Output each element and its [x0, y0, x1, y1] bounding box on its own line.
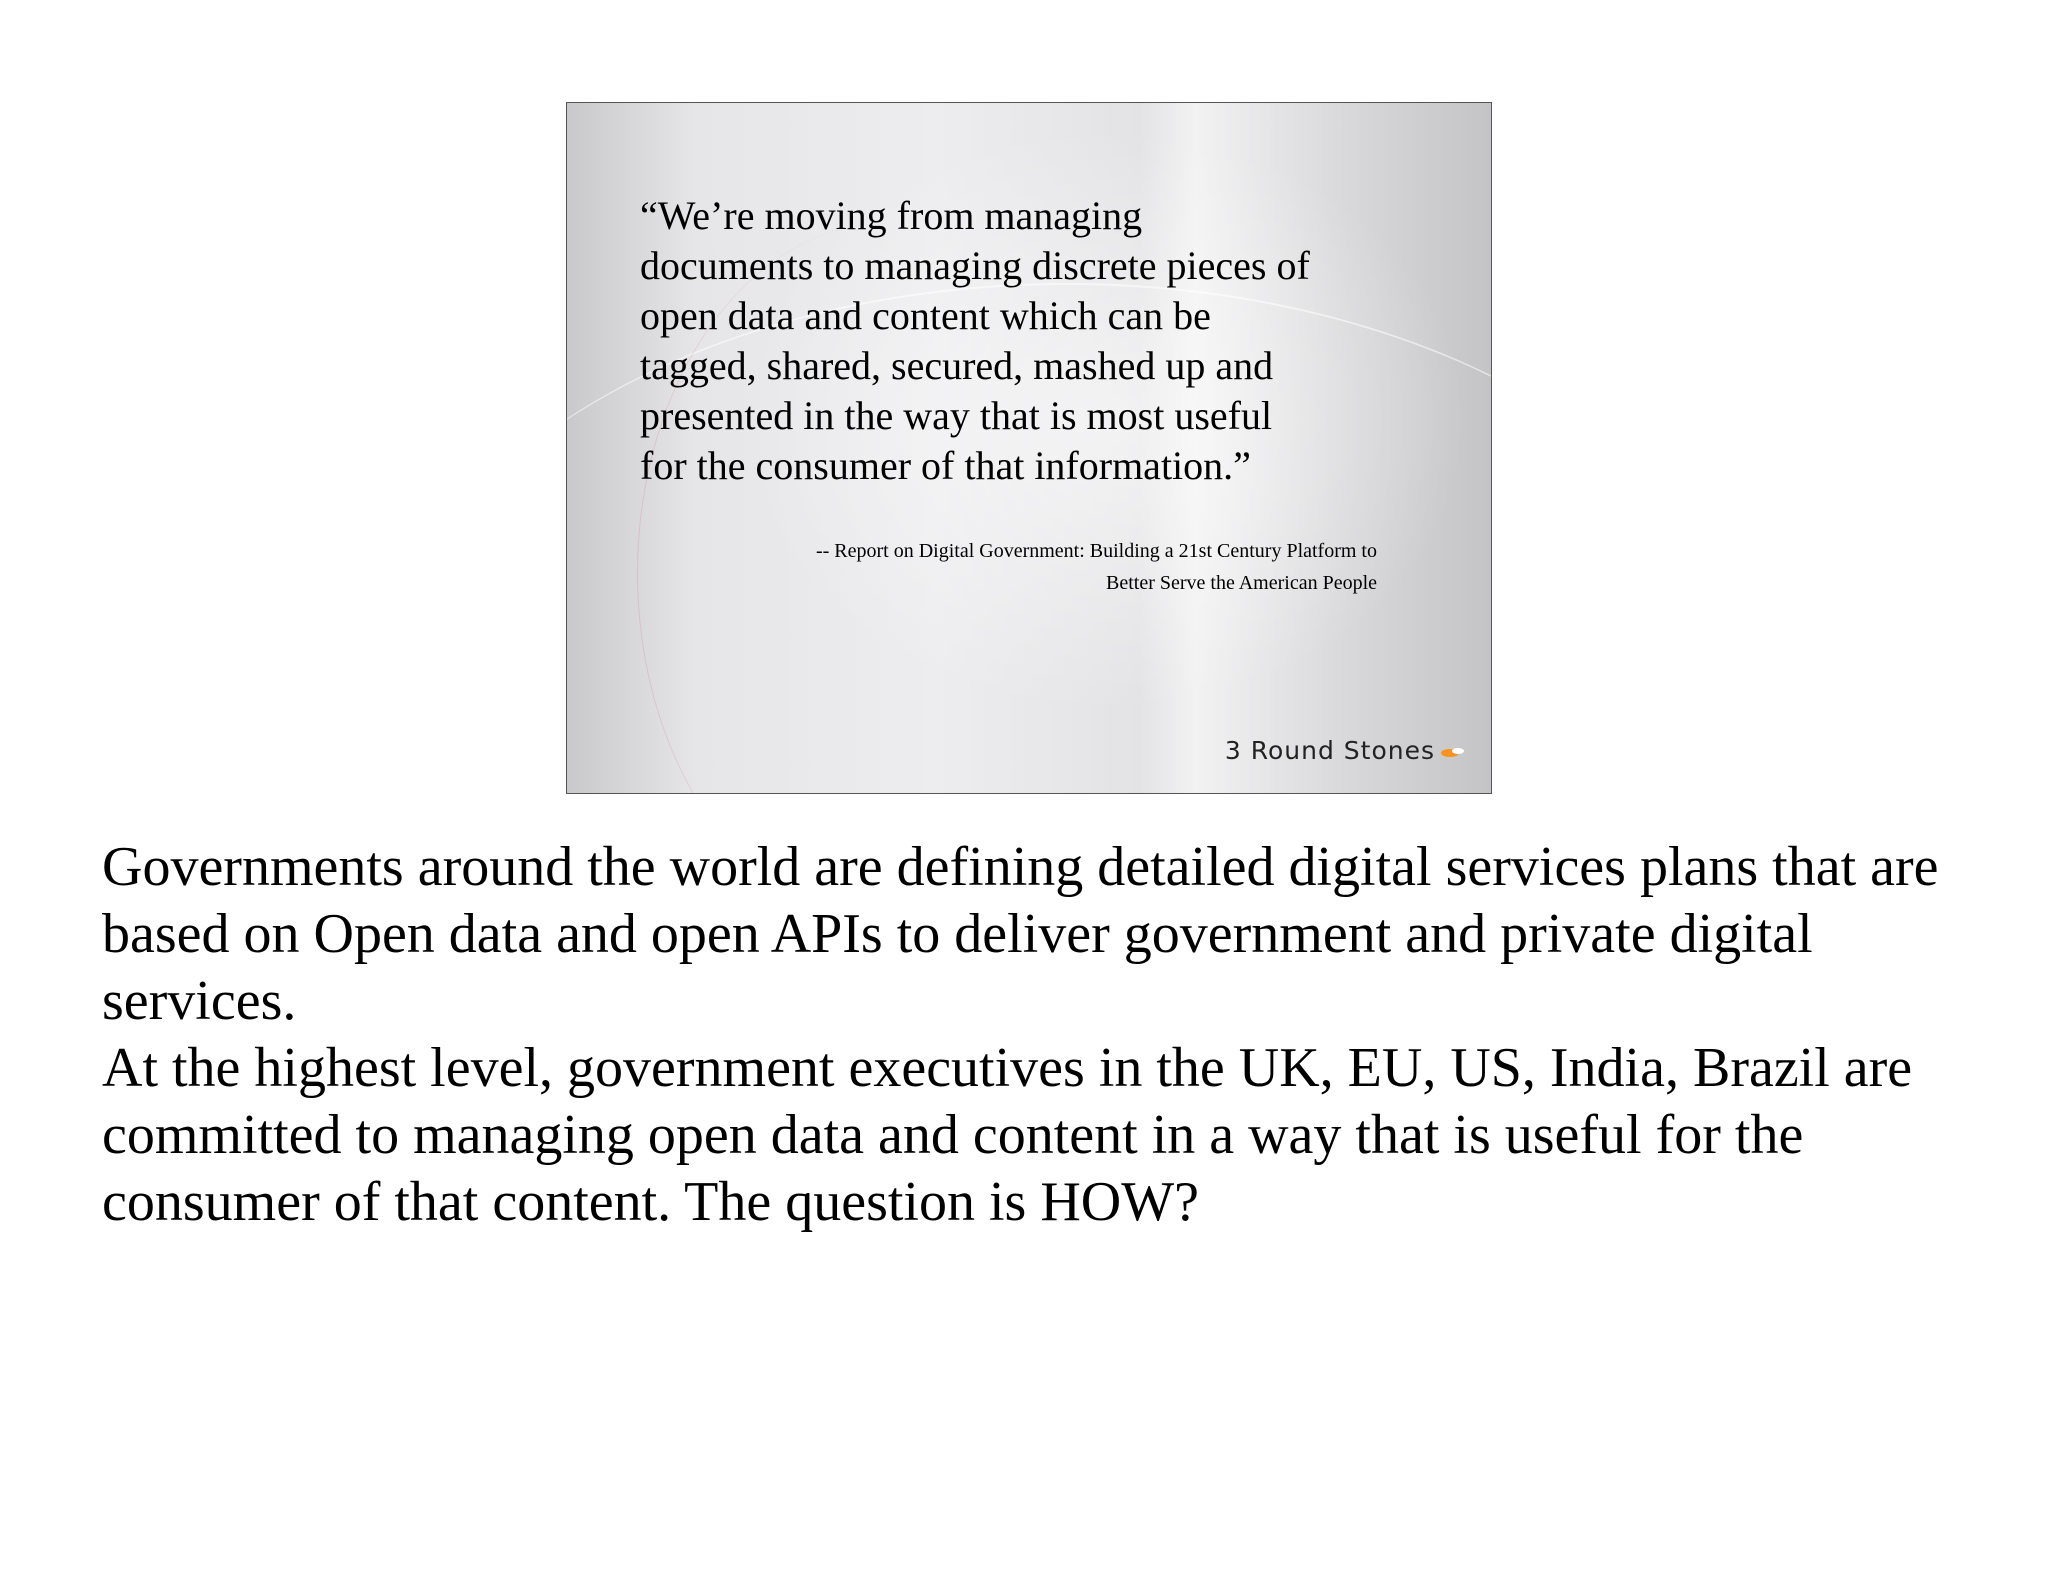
logo-text: 3 Round Stones	[1224, 736, 1435, 765]
slide-notes	[102, 834, 2002, 1236]
notes-paragraph: Governments around the world are defining detailed digital services plans that are based on Open data and open APIs to deliver government and private digital services.	[102, 836, 1939, 1032]
slide-thumbnail	[566, 102, 1492, 794]
slide-quote: “We’re moving from managing documents to managing discrete pieces of open data and content which can be tagged, shared, secured, mashed up and presented in the way that is most useful for the consumer of that information.”	[640, 193, 1310, 488]
quote-attribution: -- Report on Digital Government: Building a 21st Century Platform to Better Serve the American People	[815, 540, 1377, 594]
company-logo	[1225, 736, 1465, 765]
round-stones-logo-icon	[1441, 744, 1465, 758]
notes-paragraph: At the highest level, government executives in the UK, EU, US, India, Brazil are committed to managing open data and content in a way that is useful for the consumer of that content. The question is HOW?	[102, 1037, 1913, 1233]
